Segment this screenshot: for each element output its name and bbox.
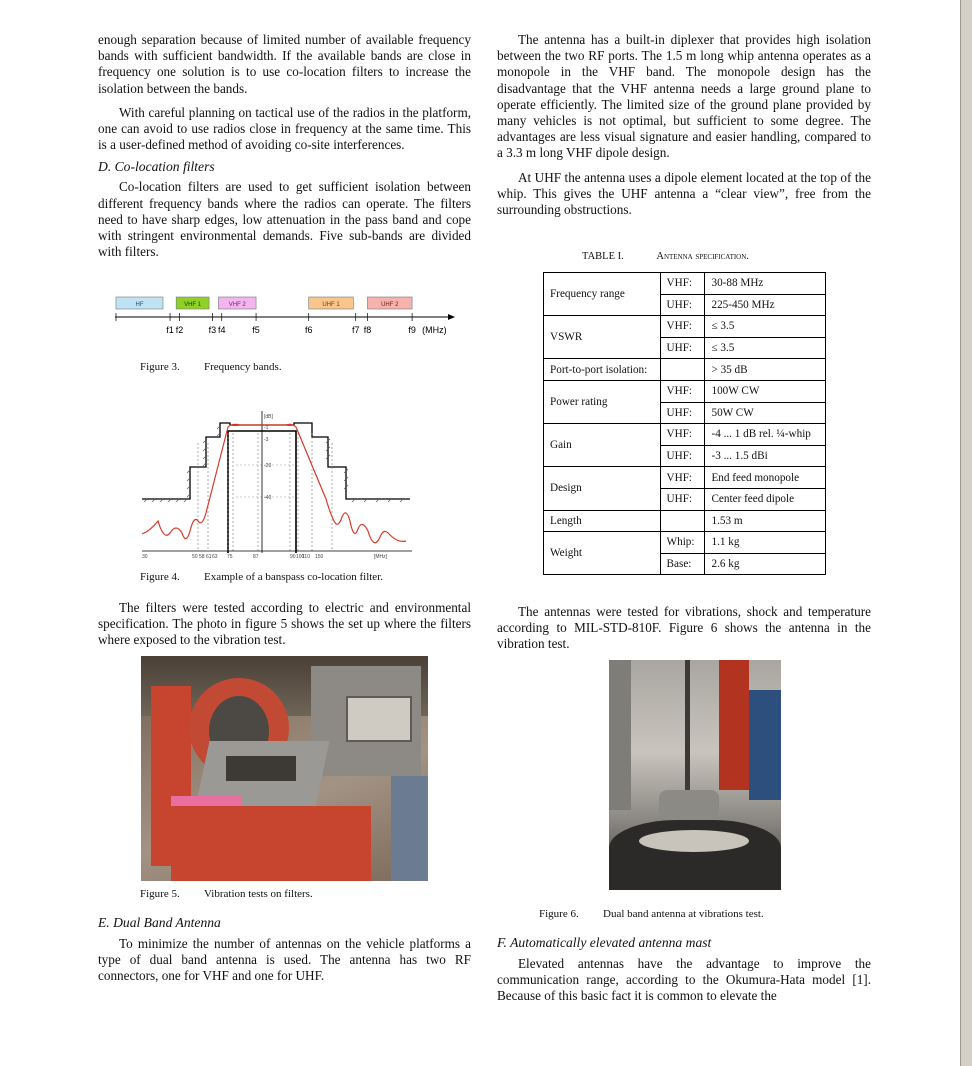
right-paragraph-3: The antennas were tested for vibrations, shock and temperature according to MIL-STD-810F. Figure 6 shows the antenna in the vibration test. (497, 604, 871, 652)
x-tick-label: 90 (290, 554, 296, 560)
table-row (544, 510, 826, 532)
window-edge (960, 0, 972, 1066)
table-key-cell: UHF: (660, 294, 705, 316)
frequency-tick-label: f3 (208, 325, 217, 335)
table-key-cell: VHF: (660, 467, 705, 489)
section-e (98, 915, 471, 985)
table-key-cell: UHF: (660, 445, 705, 467)
frequency-tick-label: f6 (304, 325, 313, 335)
table-param-cell: VSWR (544, 316, 661, 359)
right-column-middle (497, 604, 871, 653)
section-heading-e: E. Dual Band Antenna (98, 915, 221, 930)
figure-3-label: Figure 3. (140, 361, 180, 373)
frequency-tick-label: f2 (175, 325, 184, 335)
x-tick-label: 61 (206, 554, 212, 560)
table-key-cell: Whip: (660, 532, 705, 554)
table-key-cell: UHF: (660, 337, 705, 359)
vibration-test-photo (141, 656, 428, 881)
frequency-guides (198, 433, 332, 551)
right-paragraph-4: Elevated antennas have the advantage to improve the communication range, according to the Okumura-Hata model [1]. Because of this basic fact it is common to elevate the (497, 956, 871, 1004)
table-param-cell: Gain (544, 424, 661, 467)
figure-3-text: Frequency bands. (204, 361, 282, 373)
left-column (98, 32, 471, 260)
table-row (544, 532, 826, 554)
right-column (497, 32, 871, 218)
table-key-cell: VHF: (660, 273, 705, 295)
table-row (544, 467, 826, 489)
table-param-cell: Frequency range (544, 273, 661, 316)
x-tick-label: 50 (192, 554, 198, 560)
frequency-tick-label: f5 (252, 325, 260, 335)
left-column-lower (98, 600, 471, 649)
antenna-spec-table (543, 272, 826, 575)
x-tick-label: 75 (227, 554, 233, 560)
y-unit-label: [dB] (264, 414, 273, 420)
figure-6-text: Dual band antenna at vibrations test. (603, 908, 764, 920)
table-param-cell: Design (544, 467, 661, 510)
table-value-cell: -3 ... 1.5 dBi (705, 445, 826, 467)
table-value-cell: 2.6 kg (705, 553, 826, 575)
table-value-cell: 50W CW (705, 402, 826, 424)
table-key-cell: VHF: (660, 424, 705, 446)
x-tick-label: 150 (315, 554, 324, 560)
filter-mask-line (142, 423, 410, 499)
figure-4-caption (140, 571, 383, 584)
figure-5-text: Vibration tests on filters. (204, 888, 313, 900)
frequency-unit: (MHz) (422, 325, 447, 335)
table-row (544, 359, 826, 381)
table-key-cell: VHF: (660, 380, 705, 402)
table-value-cell: Center feed dipole (705, 488, 826, 510)
bandpass-filter-figure (136, 403, 422, 563)
table-key-cell (660, 359, 705, 381)
table-value-cell: -4 ... 1 dB rel. ¼-whip (705, 424, 826, 446)
x-tick-label: 110 (302, 554, 310, 560)
table-value-cell: ≤ 3.5 (705, 316, 826, 338)
left-paragraph-2: With careful planning on tactical use of the radios in the platform, one can avoid to use radios close in frequency at the same time. This is a user-defined method of avoiding co-site interferences. (98, 104, 471, 153)
band-axis-arrow (448, 314, 455, 320)
table-row (544, 316, 826, 338)
x-tick-label: [MHz] (374, 554, 388, 560)
table-param-cell: Weight (544, 532, 661, 575)
y-tick-label: -20 (264, 463, 272, 469)
left-paragraph-1: enough separation because of limited number of available frequency bands with sufficient bandwidth. If the available bands are close in frequency one solution is to use co-location filters to increase the isolation between the bands. (98, 32, 471, 96)
band-label: VHF 1 (184, 302, 202, 308)
table-number: TABLE I. (582, 251, 624, 262)
table-row (544, 273, 826, 295)
x-tick-label: 100 (296, 554, 305, 560)
figure-6-label: Figure 6. (539, 908, 579, 920)
frequency-tick-label: f9 (408, 325, 416, 335)
antenna-vibration-photo (609, 660, 781, 890)
table-value-cell: 1.53 m (705, 510, 826, 532)
y-tick-label: -40 (264, 495, 272, 501)
figure-4-label: Figure 4. (140, 571, 180, 583)
frequency-bands-figure (112, 292, 462, 342)
table-value-cell: 1.1 kg (705, 532, 826, 554)
section-heading-f: F. Automatically elevated antenna mast (497, 935, 712, 950)
left-paragraph-3: Co-location filters are used to get sufficient isolation between different frequency bands where the radios can operate. The filters need to have sharp edges, low attenuation in the pass band and cope with stringent environmental demands. Five sub-bands are divided with filters. (98, 179, 471, 260)
table-row (544, 424, 826, 446)
y-tick-labels (264, 425, 271, 501)
table-key-cell: UHF: (660, 402, 705, 424)
left-paragraph-4: The filters were tested according to electric and environmental specification. The photo in figure 5 shows the set up where the filters where exposed to the vibration test. (98, 600, 471, 648)
frequency-tick-label: f1 (166, 325, 174, 335)
table-value-cell: End feed monopole (705, 467, 826, 489)
y-tick-label: -3 (264, 437, 269, 443)
table-key-cell: VHF: (660, 316, 705, 338)
figure-3-caption (140, 361, 282, 374)
frequency-tick-label: f4 (217, 325, 226, 335)
band-label: HF (135, 302, 144, 308)
band-label: VHF 2 (228, 302, 246, 308)
right-paragraph-2: At UHF the antenna uses a dipole element located at the top of the whip. This gives the UHF antenna a “clear view”, free from the surrounding obstructions. (497, 169, 871, 218)
table-value-cell: 30-88 MHz (705, 273, 826, 295)
x-tick-label: 58 (199, 554, 205, 560)
level-guides (236, 465, 294, 497)
band-label: UHF 2 (381, 302, 399, 308)
table-key-cell: Base: (660, 553, 705, 575)
figure-5-label: Figure 5. (140, 888, 180, 900)
table-param-cell: Length (544, 510, 661, 532)
band-label: UHF 1 (322, 302, 340, 308)
x-tick-labels (142, 554, 388, 560)
table-title (582, 251, 749, 262)
x-tick-label: 30 (142, 554, 148, 560)
table-value-cell: 225-450 MHz (705, 294, 826, 316)
figure-4-text: Example of a banspass co-location filter. (204, 571, 383, 583)
x-tick-label: 87 (253, 554, 259, 560)
figure-6-caption (539, 908, 764, 921)
table-param-cell: Power rating (544, 380, 661, 423)
table-key-cell: UHF: (660, 488, 705, 510)
table-value-cell: 100W CW (705, 380, 826, 402)
frequency-tick-label: f8 (363, 325, 372, 335)
frequency-tick-label: f7 (351, 325, 360, 335)
y-tick-label: -1 (264, 425, 269, 431)
section-f (497, 935, 871, 1005)
filter-response-curve (142, 424, 406, 542)
section-heading-d: D. Co-location filters (98, 159, 215, 175)
filter-mask-hatching (144, 425, 404, 502)
table-row (544, 380, 826, 402)
table-param-cell: Port-to-port isolation: (544, 359, 661, 381)
left-paragraph-5: To minimize the number of antennas on the vehicle platforms a type of dual band antenna is used. The antenna has two RF connectors, one for VHF and one for UHF. (98, 936, 471, 984)
table-value-cell: ≤ 3.5 (705, 337, 826, 359)
table-value-cell: > 35 dB (705, 359, 826, 381)
table-subtitle: Antenna specification. (656, 251, 749, 262)
table-key-cell (660, 510, 705, 532)
right-paragraph-1: The antenna has a built-in diplexer that provides high isolation between the two RF ports. The 1.5 m long whip antenna operates as a monopole in the VHF band. The monopole design has the disadvantage that the VHF antenna needs a large ground plane to operate efficiently. The limited size of the ground plane provided by many vehicles is not optimal, but sufficient to some degree. The advantages are less visual signature and easier handling, compared to a 3.3 m long VHF dipole design. (497, 32, 871, 161)
x-tick-label: 63 (212, 554, 218, 560)
figure-5-caption (140, 888, 313, 901)
